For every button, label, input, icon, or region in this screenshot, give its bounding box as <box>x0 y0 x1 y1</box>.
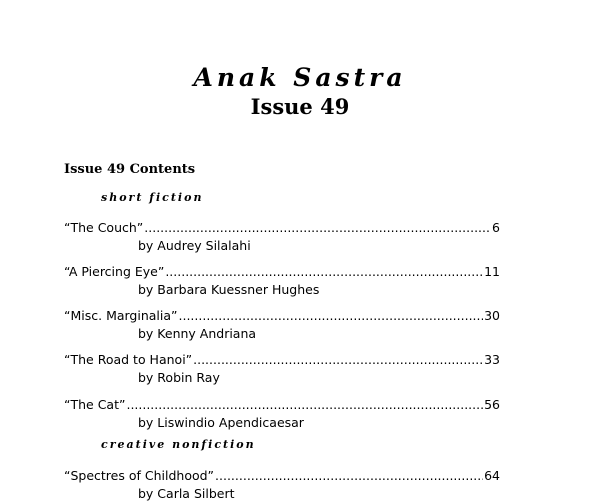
story-title: “The Couch” <box>64 220 144 235</box>
issue-title: Issue 49 <box>250 94 350 119</box>
toc-entry[interactable] <box>64 220 500 254</box>
toc-entry-line[interactable] <box>64 264 500 280</box>
page-number: 30 <box>484 308 500 323</box>
story-title: “A Piercing Eye” <box>64 264 165 279</box>
story-title: “Spectres of Childhood” <box>64 468 215 483</box>
story-title: “Misc. Marginalia” <box>64 308 178 323</box>
dot-leader <box>179 308 484 324</box>
toc-entry[interactable] <box>64 308 500 342</box>
toc-entry[interactable] <box>64 468 500 502</box>
dot-leader <box>215 468 483 484</box>
section-heading-short-fiction: short fiction <box>101 191 204 204</box>
page-number: 64 <box>484 468 500 483</box>
section-heading-creative-nonfiction: creative nonfiction <box>101 438 256 451</box>
contents-heading: Issue 49 Contents <box>64 162 196 177</box>
toc-entry[interactable] <box>64 264 500 298</box>
dot-leader <box>165 264 483 280</box>
story-author: by Carla Silbert <box>138 486 235 501</box>
toc-entry-line[interactable] <box>64 352 500 368</box>
toc-entry[interactable] <box>64 397 500 431</box>
story-author: by Robin Ray <box>138 370 220 385</box>
toc-entry-line[interactable] <box>64 468 500 484</box>
toc-entry[interactable] <box>64 352 500 386</box>
story-title: “The Cat” <box>64 397 126 412</box>
story-author: by Liswindio Apendicaesar <box>138 415 304 430</box>
magazine-title: Anak Sastra <box>193 63 407 92</box>
toc-entry-line[interactable] <box>64 397 500 413</box>
story-title: “The Road to Hanoi” <box>64 352 193 367</box>
story-author: by Audrey Silalahi <box>138 238 251 253</box>
story-author: by Barbara Kuessner Hughes <box>138 282 320 297</box>
dot-leader <box>126 397 483 413</box>
story-author: by Kenny Andriana <box>138 326 257 341</box>
dot-leader <box>193 352 483 368</box>
page-number: 11 <box>484 264 500 279</box>
toc-entry-line[interactable] <box>64 308 500 324</box>
page-number: 6 <box>492 220 500 235</box>
dot-leader <box>144 220 491 236</box>
page-number: 56 <box>484 397 500 412</box>
toc-entry-line[interactable] <box>64 220 500 236</box>
page-number: 33 <box>484 352 500 367</box>
